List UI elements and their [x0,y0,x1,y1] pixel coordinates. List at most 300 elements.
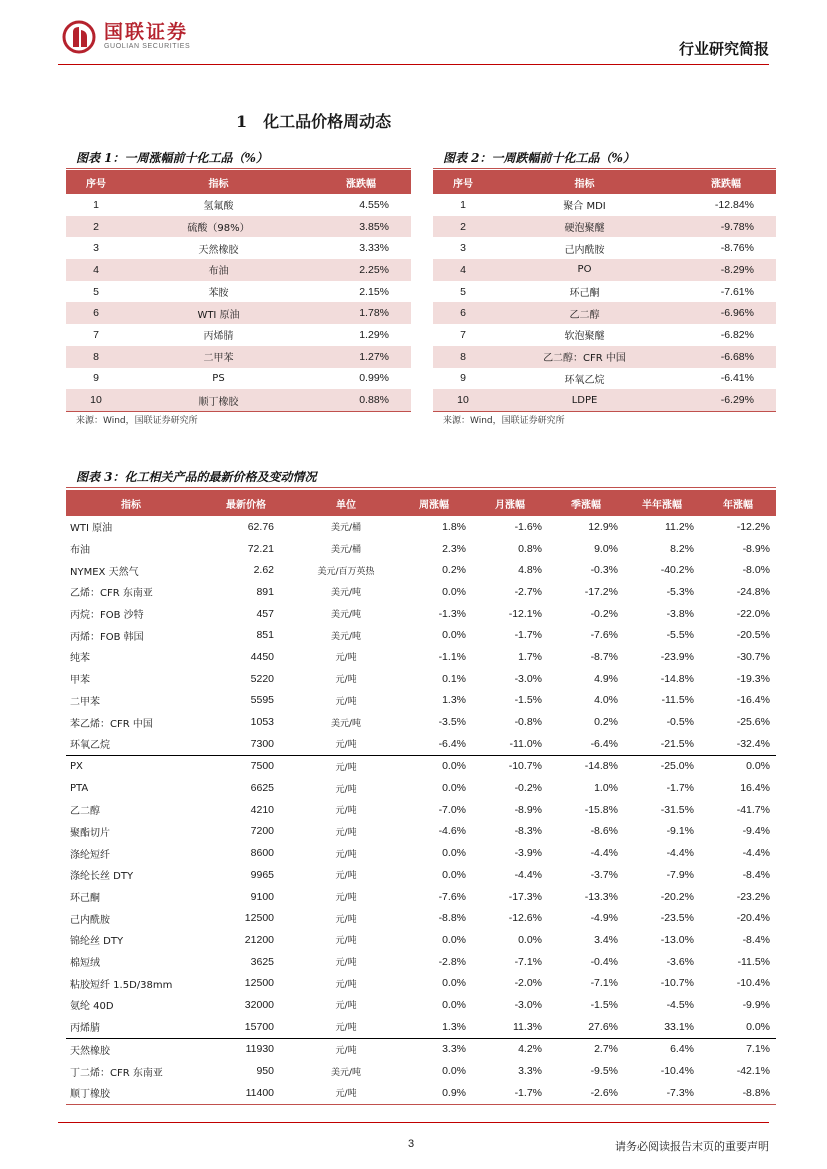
weekly-change-cell: 1.8% [442,520,466,533]
quarterly-change-cell: -0.4% [590,955,618,968]
row-index-cell: 7 [93,328,99,341]
latest-price-cell: 2.62 [253,564,274,577]
latest-price-cell: 12500 [244,912,274,925]
table-row [66,324,411,346]
table3-header-cell: 半年涨幅 [624,490,700,516]
yearly-change-cell: -10.4% [736,977,770,990]
indicator-name-cell: 丁二烯：CFR 东南亚 [70,1067,163,1079]
half-year-change-cell: -7.3% [624,1082,700,1104]
indicator-name-cell: 乙二醇 [493,302,676,324]
table1-header-cell: 序号 [66,170,126,194]
indicator-name-cell: 环氧乙烷 [564,374,605,386]
unit-cell: 元/吨 [335,740,357,751]
footer-divider [58,1122,769,1123]
table3-header-cell: 年涨幅 [700,490,776,516]
change-pct-cell: 2.15% [359,285,389,298]
change-pct-cell: -7.61% [720,285,754,298]
monthly-change-cell: -2.0% [514,977,542,990]
table-row [66,581,776,603]
quarterly-change-cell: 4.9% [594,672,618,685]
row-index-cell: 8 [66,346,126,368]
weekly-change-cell: 0.0% [396,755,472,777]
page-number: 3 [408,1138,415,1150]
table2-header-cell: 指标 [493,170,676,194]
table-row [66,972,776,994]
unit-cell: 元/吨 [335,914,357,925]
indicator-name-cell: 环己酮 [70,893,100,905]
quarterly-change-cell: -2.6% [548,1082,624,1104]
weekly-change-cell: 0.0% [442,585,466,598]
quarterly-change-cell: -7.1% [590,977,618,990]
table-row [66,538,776,560]
indicator-name-cell: PS [212,372,225,384]
table-row [66,1082,776,1104]
table-row [66,216,411,238]
quarterly-change-cell: -7.6% [590,629,618,642]
indicator-name-cell: 氢氟酸 [203,201,234,213]
weekly-change-cell: 0.0% [442,1065,466,1078]
table3-title: 图表 3：化工相关产品的最新价格及变动情况 [76,470,317,484]
table1-header-row [66,170,411,194]
yearly-change-cell: -11.5% [737,955,770,968]
latest-price-cell: 3625 [250,955,274,968]
weekly-change-cell: 0.1% [442,672,466,685]
unit-cell: 元/吨 [335,827,357,838]
monthly-change-cell: -3.0% [514,672,542,685]
unit-cell: 元/吨 [335,871,357,882]
quarterly-change-cell: -8.7% [590,650,618,663]
table-row [433,368,776,390]
table-row [66,624,776,646]
monthly-change-cell: -1.5% [514,694,542,707]
weekly-change-cell: 0.0% [442,629,466,642]
indicator-name-cell: 顺丁橡胶 [66,1082,196,1104]
change-pct-cell: -6.82% [720,328,754,341]
indicator-name-cell: LDPE [493,389,676,411]
table2-header-cell: 序号 [433,170,493,194]
row-index-cell: 5 [93,285,99,298]
unit-cell: 美元/吨 [330,631,362,642]
change-pct-cell: 4.55% [359,198,389,211]
monthly-change-cell: 4.2% [472,1038,548,1060]
quarterly-change-cell: -17.2% [584,585,618,598]
table-row [66,668,776,690]
table-row [66,237,411,259]
row-index-cell: 5 [460,285,466,298]
latest-price-cell: 4450 [250,650,274,663]
indicator-name-cell: 布油 [70,545,90,557]
row-index-cell: 10 [66,389,126,411]
latest-price-cell: 15700 [244,1020,274,1033]
latest-price-cell: 7200 [250,825,274,838]
indicator-name-cell: 聚酯切片 [70,827,110,839]
indicator-name-cell: 二甲苯 [126,346,311,368]
yearly-change-cell: -8.4% [742,868,770,881]
table-row [66,1016,776,1038]
half-year-change-cell: 33.1% [664,1020,694,1033]
section-number: 1 [236,112,248,131]
yearly-change-cell: -30.7% [736,650,770,663]
yearly-change-cell: -23.2% [736,890,770,903]
table-row [433,259,776,281]
table-row [433,194,776,216]
table-row [66,516,776,538]
latest-price-cell: 11930 [196,1038,296,1060]
table-row [66,907,776,929]
indicator-name-cell: 丙烷：FOB 沙特 [70,610,144,622]
unit-cell: 元/吨 [335,979,357,990]
yearly-change-cell: 16.4% [740,782,770,795]
table2-source: 来源：Wind，国联证券研究所 [443,416,565,426]
weekly-change-cell: 1.3% [442,694,466,707]
table2-top-losers [433,170,776,412]
indicator-name-cell: 涤纶长丝 DTY [70,871,134,883]
weekly-change-cell: 0.9% [396,1082,472,1104]
table3-header-cell: 周涨幅 [396,490,472,516]
indicator-name-cell: PO [493,259,676,281]
half-year-change-cell: -7.9% [666,868,694,881]
yearly-change-cell: 0.0% [700,755,776,777]
yearly-change-cell: -24.8% [736,585,770,598]
table3-header-cell: 指标 [66,490,196,516]
monthly-change-cell: 11.3% [513,1020,542,1033]
indicator-name-cell: 粘胶短纤 1.5D/38mm [70,979,173,991]
table1-title: 图表 1：一周涨幅前十化工品（%） [76,151,268,165]
half-year-change-cell: 6.4% [624,1038,700,1060]
half-year-change-cell: -25.0% [624,755,700,777]
table-row [66,389,411,411]
quarterly-change-cell: 9.0% [594,542,618,555]
indicator-name-cell: 锦纶丝 DTY [70,936,124,948]
change-pct-cell: -12.84% [714,198,754,211]
yearly-change-cell: -4.4% [742,847,770,860]
yearly-change-cell: 7.1% [700,1038,776,1060]
yearly-change-cell: -22.0% [736,607,770,620]
unit-cell: 元/吨 [335,893,357,904]
unit-cell: 元/吨 [335,849,357,860]
half-year-change-cell: -23.9% [660,650,694,663]
latest-price-cell: 8600 [250,847,274,860]
monthly-change-cell: 0.0% [518,933,542,946]
unit-cell: 美元/吨 [330,588,362,599]
table2-header-row [433,170,776,194]
yearly-change-cell: 0.0% [746,1020,770,1033]
indicator-name-cell: PX [66,755,196,777]
change-pct-cell: -6.68% [676,346,776,368]
unit-cell: 美元/桶 [330,545,362,556]
indicator-name-cell: 己内酰胺 [70,914,110,926]
yearly-change-cell: -20.5% [736,629,770,642]
unit-cell: 元/吨 [335,675,357,686]
monthly-change-cell: -7.1% [514,955,542,968]
half-year-change-cell: -0.5% [666,716,694,729]
table-row [66,559,776,581]
change-pct-cell: -8.76% [720,242,754,255]
monthly-change-cell: -1.7% [472,1082,548,1104]
indicator-name-cell: WTI 原油 [70,523,113,535]
indicator-name-cell: PTA [70,782,89,794]
weekly-change-cell: -4.6% [438,825,466,838]
weekly-change-cell: 3.3% [396,1038,472,1060]
table2-title: 图表 2：一周跌幅前十化工品（%） [443,151,635,165]
latest-price-cell: 5220 [250,672,274,685]
quarterly-change-cell: -1.5% [590,998,618,1011]
quarterly-change-cell: -9.5% [590,1065,618,1078]
row-index-cell: 8 [433,346,493,368]
half-year-change-cell: -5.3% [666,585,694,598]
quarterly-change-cell: 27.6% [588,1020,618,1033]
weekly-change-cell: -1.3% [438,607,466,620]
table-row [66,777,776,799]
table1-top-gainers [66,170,411,412]
indicator-name-cell: 苯乙烯：CFR 中国 [70,718,153,730]
section-heading: 化工品价格周动态 [263,112,392,131]
table3-header-cell: 最新价格 [196,490,296,516]
latest-price-cell: 21200 [244,933,274,946]
monthly-change-cell: -12.1% [508,607,542,620]
change-pct-cell: -9.78% [676,216,776,238]
indicator-name-cell: 天然橡胶 [198,244,239,256]
table-row [66,346,411,368]
latest-price-cell: 11400 [196,1082,296,1104]
table-row [66,821,776,843]
half-year-change-cell: -13.0% [660,933,694,946]
unit-cell: 元/吨 [296,1082,396,1104]
table-row [66,711,776,733]
monthly-change-cell: 4.8% [518,564,542,577]
table-row [66,281,411,303]
monthly-change-cell: 0.8% [518,542,542,555]
quarterly-change-cell: -4.9% [590,912,618,925]
table-row [66,646,776,668]
monthly-change-cell: -4.4% [514,868,542,881]
latest-price-cell: 9100 [250,890,274,903]
row-index-cell: 7 [460,328,466,341]
yearly-change-cell: -9.9% [742,998,770,1011]
monthly-change-cell: -2.7% [514,585,542,598]
unit-cell: 元/吨 [335,784,357,795]
table-row [433,216,776,238]
change-pct-cell: -6.41% [720,372,754,385]
monthly-change-cell: -17.3% [508,890,542,903]
indicator-name-cell: 苯胺 [208,288,229,300]
table-row [66,842,776,864]
half-year-change-cell: -31.5% [660,803,694,816]
monthly-change-cell: -0.8% [514,716,542,729]
half-year-change-cell: -10.7% [660,977,694,990]
table-row [66,302,411,324]
row-index-cell: 6 [66,302,126,324]
quarterly-change-cell: -8.6% [590,825,618,838]
unit-cell: 元/吨 [296,755,396,777]
table-row [433,346,776,368]
guolian-logo-icon [62,20,96,54]
row-index-cell: 1 [460,198,466,211]
table-row [66,886,776,908]
monthly-change-cell: -1.6% [514,520,542,533]
yearly-change-cell: -8.9% [742,542,770,555]
unit-cell: 元/吨 [335,936,357,947]
table1-title-rule [66,168,411,169]
weekly-change-cell: -8.8% [438,912,466,925]
indicator-name-cell: 环己酮 [569,288,600,300]
yearly-change-cell: -41.7% [736,803,770,816]
yearly-change-cell: -8.8% [700,1082,776,1104]
quarterly-change-cell: 3.4% [594,933,618,946]
yearly-change-cell: -16.4% [736,694,770,707]
weekly-change-cell: -2.8% [438,955,466,968]
monthly-change-cell: -10.7% [472,755,548,777]
indicator-name-cell: 硫酸（98%） [126,216,311,238]
change-pct-cell: 3.85% [311,216,411,238]
change-pct-cell: 1.29% [359,328,389,341]
latest-price-cell: 6625 [250,782,274,795]
half-year-change-cell: -11.5% [661,694,694,707]
monthly-change-cell: -11.0% [509,737,542,750]
indicator-name-cell: WTI 原油 [126,302,311,324]
quarterly-change-cell: -15.8% [584,803,618,816]
page-header [0,0,827,70]
change-pct-cell: 1.27% [311,346,411,368]
indicator-name-cell: 棉短绒 [70,958,100,970]
quarterly-change-cell: -0.2% [590,607,618,620]
quarterly-change-cell: -3.7% [590,868,618,881]
table-row [66,194,411,216]
table-row [66,755,776,777]
indicator-name-cell: 甲苯 [70,675,90,687]
table-row [66,1060,776,1082]
row-index-cell: 3 [460,242,466,255]
yearly-change-cell: -12.2% [736,520,770,533]
table3-price-changes [66,490,776,1105]
quarterly-change-cell: 0.2% [594,716,618,729]
indicator-name-cell: 环氧乙烷 [70,740,110,752]
logo-english-name: GUOLIAN SECURITIES [104,43,191,50]
latest-price-cell: 851 [256,629,274,642]
half-year-change-cell: -4.4% [666,847,694,860]
latest-price-cell: 72.21 [247,542,274,555]
table-row [433,302,776,324]
change-pct-cell: 3.33% [359,242,389,255]
quarterly-change-cell: 2.7% [548,1038,624,1060]
latest-price-cell: 1053 [250,716,274,729]
latest-price-cell: 12500 [244,977,274,990]
row-index-cell: 9 [93,372,99,385]
yearly-change-cell: -20.4% [736,912,770,925]
indicator-name-cell: 天然橡胶 [66,1038,196,1060]
table-row [66,603,776,625]
row-index-cell: 3 [93,242,99,255]
company-logo [62,20,190,54]
indicator-name-cell: 丙烯腈 [203,331,234,343]
latest-price-cell: 457 [256,607,274,620]
quarterly-change-cell: -13.3% [584,890,618,903]
table-row [433,389,776,411]
quarterly-change-cell: -4.4% [590,847,618,860]
monthly-change-cell: -12.6% [508,912,542,925]
half-year-change-cell: -40.2% [660,564,694,577]
table-row [66,864,776,886]
section-title [236,109,391,132]
unit-cell: 美元/吨 [330,718,362,729]
table1-source: 来源：Wind，国联证券研究所 [76,416,198,426]
half-year-change-cell: -10.4% [660,1065,694,1078]
indicator-name-cell: 顺丁橡胶 [126,389,311,411]
indicator-name-cell: 乙烯：CFR 东南亚 [70,588,153,600]
monthly-change-cell: -0.2% [514,782,542,795]
indicator-name-cell: 二甲苯 [70,696,100,708]
table3-header-cell: 月涨幅 [472,490,548,516]
half-year-change-cell: -9.1% [666,825,694,838]
weekly-change-cell: -3.5% [438,716,466,729]
quarterly-change-cell: -0.3% [590,564,618,577]
yearly-change-cell: -9.4% [742,825,770,838]
unit-cell: 元/吨 [335,806,357,817]
table-row [66,994,776,1016]
row-index-cell: 10 [433,389,493,411]
weekly-change-cell: 1.3% [442,1020,466,1033]
table-row [433,324,776,346]
indicator-name-cell: 涤纶短纤 [70,849,110,861]
weekly-change-cell: 0.0% [442,868,466,881]
row-index-cell: 2 [66,216,126,238]
table1-header-cell: 指标 [126,170,311,194]
disclaimer: 请务必阅读报告末页的重要声明 [615,1140,769,1153]
latest-price-cell: 950 [256,1065,274,1078]
table3-header-cell: 单位 [296,490,396,516]
table3-header-row [66,490,776,516]
latest-price-cell: 5595 [250,694,274,707]
half-year-change-cell: -21.5% [660,737,694,750]
table3-header-cell: 季涨幅 [548,490,624,516]
latest-price-cell: 9965 [250,868,274,881]
quarterly-change-cell: 1.0% [594,782,618,795]
quarterly-change-cell: -14.8% [548,755,624,777]
table-row [433,237,776,259]
unit-cell: 美元/百万英热 [317,566,375,577]
table3-title-rule [66,487,776,488]
unit-cell: 美元/桶 [330,523,362,534]
yearly-change-cell: -8.0% [742,564,770,577]
monthly-change-cell: 1.7% [518,650,542,663]
change-pct-cell: -6.29% [676,389,776,411]
latest-price-cell: 4210 [250,803,274,816]
monthly-change-cell: -3.9% [514,847,542,860]
unit-cell: 元/吨 [335,1023,357,1034]
logo-chinese-name: 国联证券 [104,21,189,43]
unit-cell: 美元/吨 [330,1067,362,1078]
row-index-cell: 2 [433,216,493,238]
unit-cell: 元/吨 [335,653,357,664]
unit-cell: 元/吨 [296,1038,396,1060]
indicator-name-cell: 硬泡聚醚 [493,216,676,238]
latest-price-cell: 7500 [196,755,296,777]
weekly-change-cell: 0.0% [442,998,466,1011]
table-row [66,733,776,755]
table-row [66,1038,776,1060]
half-year-change-cell: -23.5% [660,912,694,925]
half-year-change-cell: -3.8% [666,607,694,620]
row-index-cell: 1 [93,198,99,211]
unit-cell: 美元/吨 [330,610,362,621]
indicator-name-cell: 软泡聚醚 [564,331,605,343]
weekly-change-cell: -6.4% [438,737,466,750]
indicator-name-cell: NYMEX 天然气 [70,566,139,578]
indicator-name-cell: 丙烯：FOB 韩国 [70,631,144,643]
half-year-change-cell: -1.7% [666,782,694,795]
yearly-change-cell: -32.4% [736,737,770,750]
weekly-change-cell: -7.0% [438,803,466,816]
